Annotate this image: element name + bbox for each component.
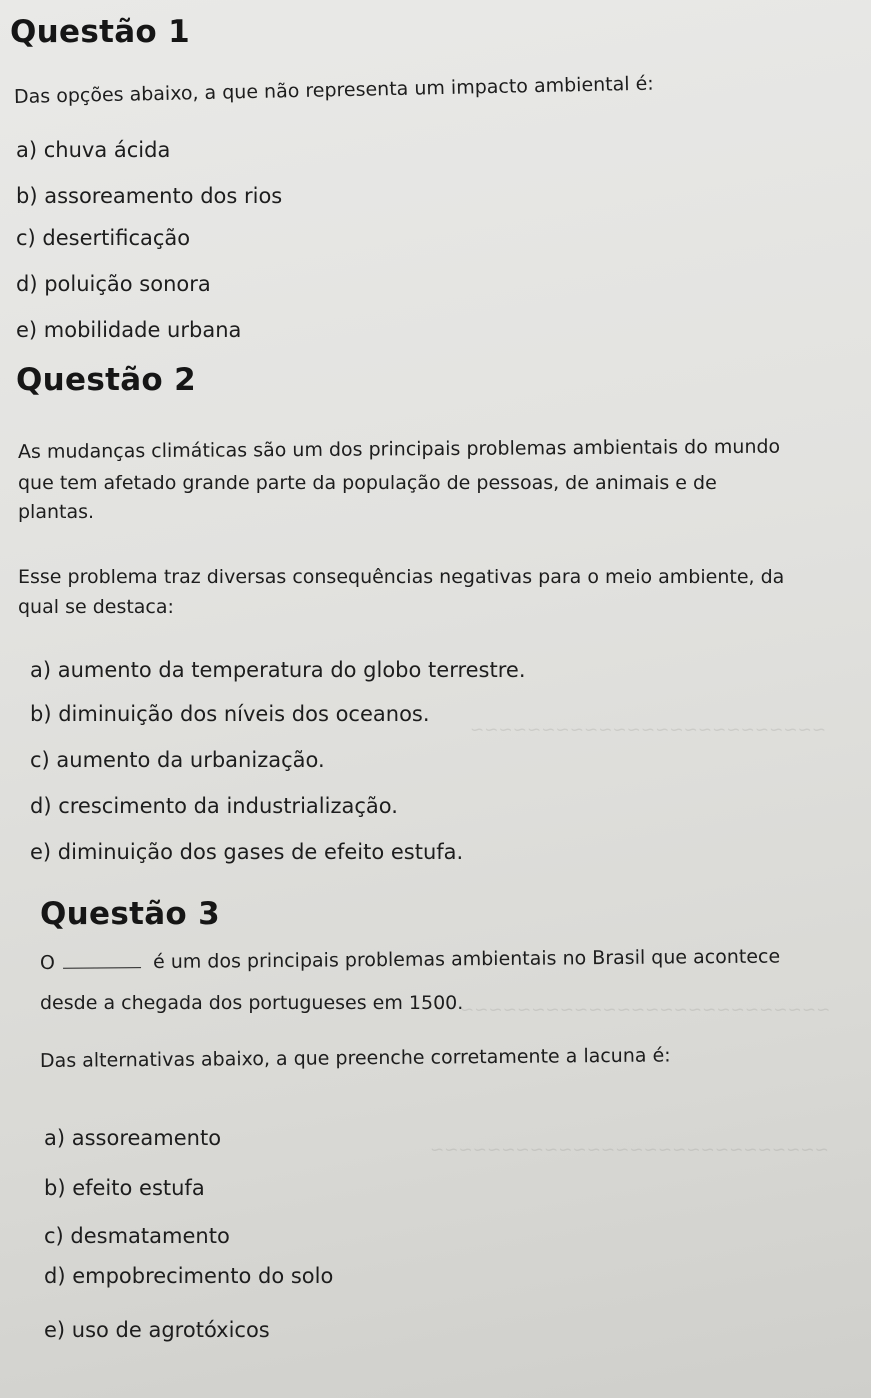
question-2-paragraph-2-line-1: Esse problema traz diversas consequências negativas para o meio ambiente, da: [18, 566, 785, 588]
question-1-title: Questão 1: [10, 14, 190, 50]
question-1-option-c[interactable]: c) desertificação: [16, 226, 191, 250]
question-3-option-b[interactable]: b) efeito estufa: [44, 1176, 205, 1200]
question-3-option-d[interactable]: d) empobrecimento do solo: [44, 1264, 334, 1288]
question-2-option-d[interactable]: d) crescimento da industrialização.: [30, 794, 398, 818]
question-2-option-e[interactable]: e) diminuição dos gases de efeito estufa.: [30, 840, 464, 864]
show-through-text: ~~~~~~~~~~~~~~~~~~~~~~~~~: [470, 720, 827, 740]
question-1-prompt: Das opções abaixo, a que não representa um impacto ambiental é:: [13, 72, 654, 108]
question-1-option-b[interactable]: b) assoreamento dos rios: [16, 184, 283, 208]
question-2-paragraph-1-line-3: plantas.: [18, 501, 95, 523]
question-3-sentence-end: é um dos principais problemas ambientais no Brasil que acontece: [152, 945, 781, 974]
question-1-option-d[interactable]: d) poluição sonora: [16, 272, 211, 296]
question-2-option-b[interactable]: b) diminuição dos níveis dos oceanos.: [30, 702, 430, 726]
question-1-option-a[interactable]: a) chuva ácida: [16, 138, 171, 162]
question-3-blank: [63, 967, 141, 969]
question-3-option-a[interactable]: a) assoreamento: [44, 1126, 222, 1150]
question-3-sentence-line-2: desde a chegada dos portugueses em 1500.: [40, 992, 464, 1014]
question-2-paragraph-1-line-2: que tem afetado grande parte da população de pessoas, de animais e de: [18, 472, 717, 494]
question-2-paragraph-2-line-2: qual se destaca:: [18, 596, 174, 618]
question-2-title: Questão 2: [16, 362, 196, 398]
question-2-option-a[interactable]: a) aumento da temperatura do globo terrestre.: [30, 658, 526, 682]
question-3-sentence-line-1: [40, 946, 780, 974]
question-1-option-e[interactable]: e) mobilidade urbana: [16, 318, 242, 342]
question-2-option-c[interactable]: c) aumento da urbanização.: [30, 748, 325, 772]
show-through-text: ~~~~~~~~~~~~~~~~~~~~~~~~~~~~: [430, 1140, 829, 1160]
show-through-text: ~~~~~~~~~~~~~~~~~~~~~~~~~~: [460, 1000, 831, 1020]
question-3-option-c[interactable]: c) desmatamento: [44, 1224, 230, 1248]
question-3-option-e[interactable]: e) uso de agrotóxicos: [44, 1318, 270, 1342]
question-2-paragraph-1-line-1: As mudanças climáticas são um dos principais problemas ambientais do mundo: [17, 435, 781, 463]
question-3-sentence-start: O: [39, 951, 56, 974]
question-3-title: Questão 3: [40, 896, 220, 932]
question-3-prompt: Das alternativas abaixo, a que preenche corretamente a lacuna é:: [39, 1044, 671, 1072]
